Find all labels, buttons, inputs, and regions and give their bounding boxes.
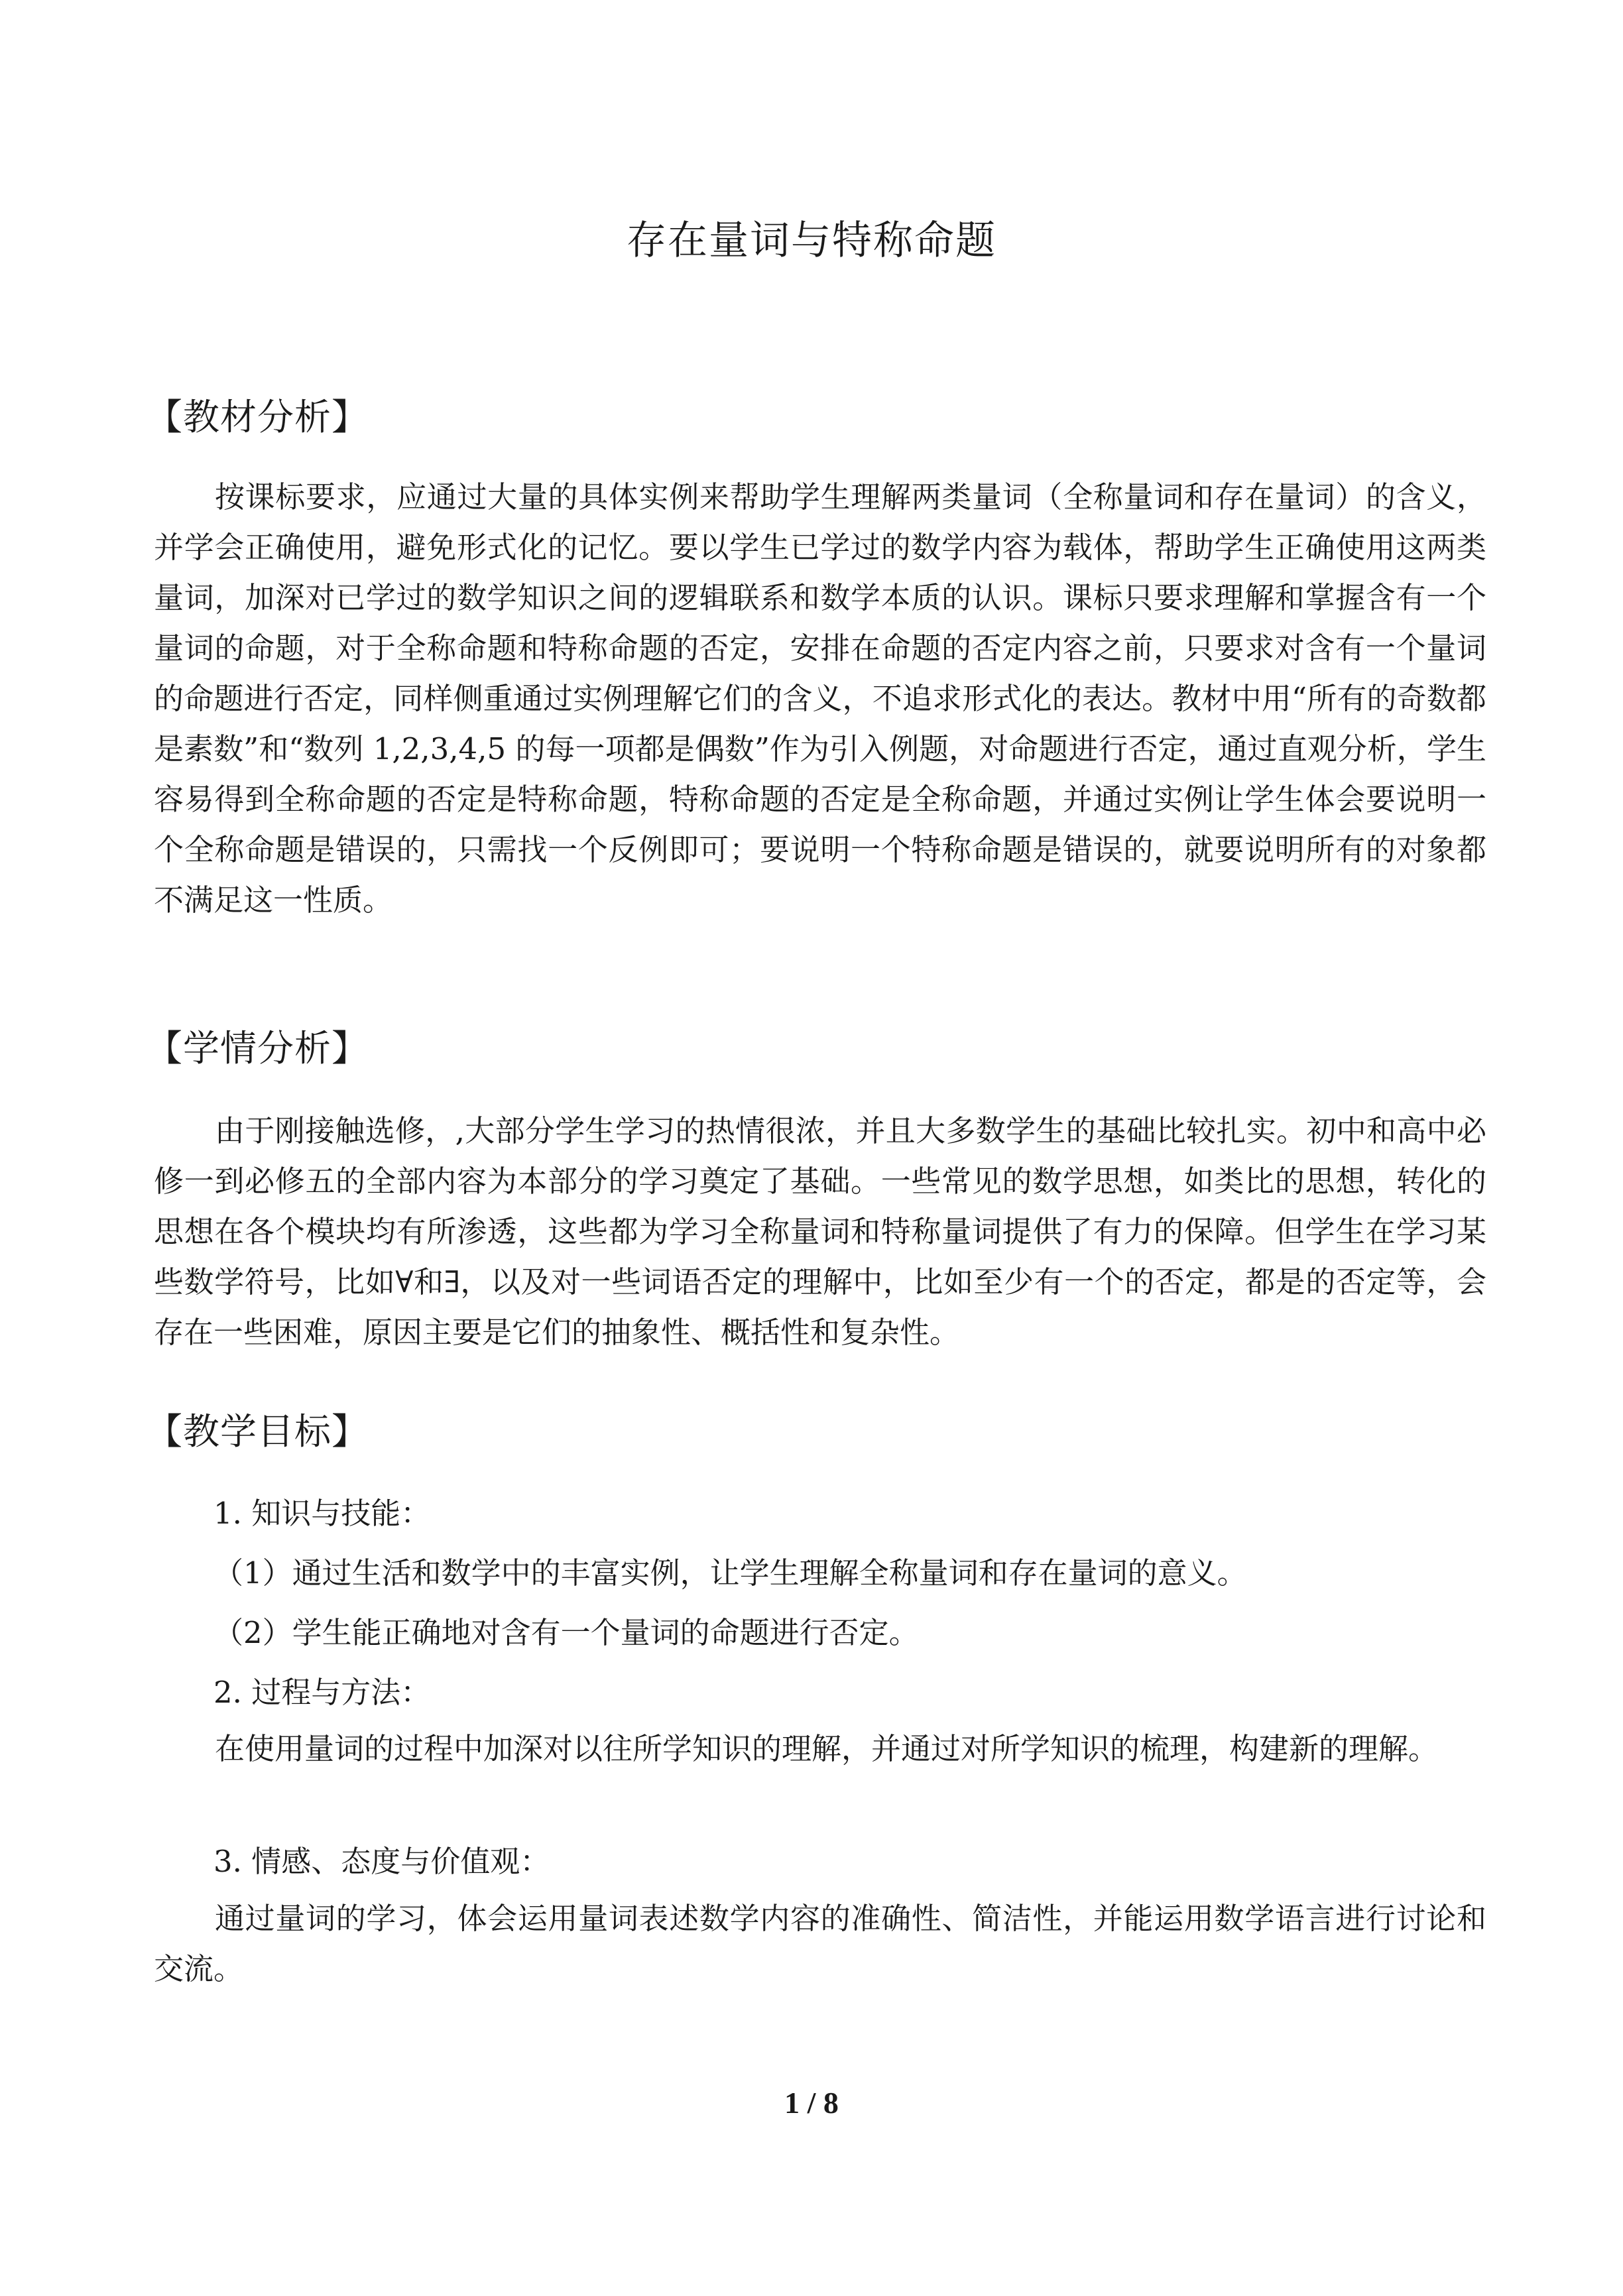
section-heading-student-analysis: 【学情分析】 <box>146 1027 369 1069</box>
material-analysis-paragraph: 按课标要求，应通过大量的具体实例来帮助学生理解两类量词（全称量词和存在量词）的含义，并学会正确使用，避免形式化的记忆。要以学生已学过的数学内容为载体，帮助学生正确使用这两类量词，加深对已学过的数学知识之间的逻辑联系和数学本质的认识。课标只要求理解和掌握含有一个量词的命题，对于全称命题和特称命题的否定，安排在命题的否定内容之前，只要求对含有一个量词的命题进行否定，同样侧重通过实例理解它们的含义，不追求形式化的表达。教材中用“所有的奇数都是素数”和“数列 1,2,3,4,5 的每一项都是偶数”作为引入例题，对命题进行否定，通过直观分析，学生容易得到全称命题的否定是特称命题，特称命题的否定是全称命题，并通过实例让学生体会要说明一个全称命题是错误的，只需找一个反例即可；要说明一个特称命题是错误的，就要说明所有的对象都不满足这一性质。 <box>154 479 1486 918</box>
document-title: 存在量词与特称命题 <box>627 217 996 264</box>
student-analysis-paragraph: 由于刚接触选修，,大部分学生学习的热情很浓，并且大多数学生的基础比较扎实。初中和高中必修一到必修五的全部内容为本部分的学习奠定了基础。一些常见的数学思想，如类比的思想，转化的思想在各个模块均有所渗透，这些都为学习全称量词和特称量词提供了有力的保障。但学生在学习某些数学符号，比如∀和∃，以及对一些词语否定的理解中，比如至少有一个的否定，都是的否定等，会存在一些困难，原因主要是它们的抽象性、概括性和复杂性。 <box>154 1113 1486 1350</box>
goal-item-process-method: 2. 过程与方法： <box>213 1675 431 1710</box>
section-heading-material-analysis: 【教材分析】 <box>146 396 369 438</box>
goal-subitem-2: （2）学生能正确地对含有一个量词的命题进行否定。 <box>213 1615 919 1650</box>
goal-item-values: 3. 情感、态度与价值观： <box>213 1844 550 1879</box>
goal-item-knowledge-skills: 1. 知识与技能： <box>213 1496 431 1531</box>
goal-subitem-1: （1）通过生活和数学中的丰富实例，让学生理解全称量词和存在量词的意义。 <box>213 1555 1247 1591</box>
goal-process-method-text: 在使用量词的过程中加深对以往所学知识的理解，并通过对所学知识的梳理，构建新的理解。 <box>215 1731 1439 1766</box>
section-heading-teaching-goals: 【教学目标】 <box>146 1410 369 1453</box>
page-number: 1 / 8 <box>784 2086 839 2120</box>
goal-values-text: 通过量词的学习，体会运用量词表述数学内容的准确性、简洁性，并能运用数学语言进行讨论和交流。 <box>154 1901 1486 1986</box>
